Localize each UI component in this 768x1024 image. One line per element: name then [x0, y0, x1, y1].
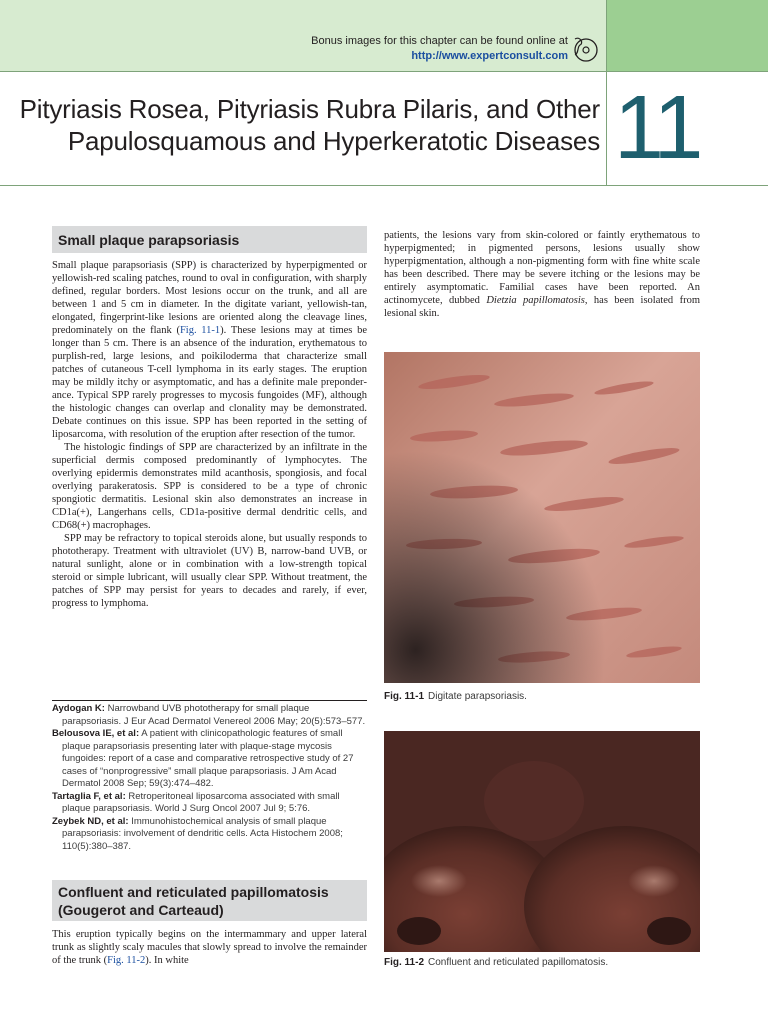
header-band-accent — [607, 0, 768, 72]
figure-label: Fig. 11-2 — [384, 957, 425, 968]
online-disc-icon — [572, 35, 600, 63]
figure-label: Fig. 11-1 — [384, 691, 425, 702]
figure-11-1-image — [384, 352, 700, 683]
heading-line: Confluent and reticulated papillomatosis — [58, 884, 329, 900]
heading-line: (Gougerot and Carteaud) — [58, 902, 224, 918]
paragraph — [52, 928, 367, 967]
references-list — [52, 700, 367, 853]
text-span: This eruption typically begins on the intermammary and upper lateral trunk as slightly scaly macules that slowly spread to involve the remainder of the trunk ( — [52, 929, 367, 966]
reference-author: Tartaglia F, et al: — [52, 790, 126, 802]
paragraph: The histologic findings of SPP are characterized by an infiltrate in the superficial dermis composed predominantly of lymphocytes. The overlying epidermis demonstrates mild acanthosis, spongiosis, and focal overlying parakeratosis. SPP is considered to be a type of chronic spongiotic dermatitis. Lesional skin also demonstrates an increase in CD1a(+), Langerhans cells, CD1a-positive dermal dendritic cells, and CD68(+) macrophages. — [52, 442, 367, 531]
figure-link-11-2[interactable]: Fig. 11-2 — [107, 955, 146, 966]
section-heading-confluent-reticulated-papillomatosis — [52, 880, 367, 921]
skin-photo-chest — [384, 731, 700, 952]
chapter-number: 11 — [614, 78, 700, 178]
text-span: patients, the lesions vary from skin-colored or faintly erythematous to hyperpigmented; in pigmented persons, lesions usually show hyperpigmentation, although a non-pigmenting form with fine white scale has been described. There may be severe itching or the lesions may be entirely asymptomatic. Familial cases have been reported. An actinomycete, dubbed — [384, 230, 700, 306]
text-span: , has been isolated from lesional skin. — [384, 295, 700, 319]
reference-text: Immunohistochemical analysis of small plaque parapsoriasis: involvement of dendritic cells. Acta Histochem 2008; 110(5):380–387. — [62, 815, 343, 852]
chapter-title — [20, 93, 600, 157]
header-divider-vertical — [606, 0, 607, 186]
section2-body — [52, 928, 367, 967]
bonus-note — [311, 34, 568, 64]
reference-text: Retroperitoneal liposarcoma associated with small plaque parapsoriasis. World J Surg Oncol 2007 Jul 9; 5:76. — [62, 790, 340, 814]
figure-11-2-caption — [384, 957, 608, 968]
figure-caption-text: Digitate parapsoriasis. — [428, 691, 527, 702]
bonus-url-link[interactable]: http://www.expertconsult.com — [411, 50, 568, 62]
paragraph — [384, 229, 700, 320]
reference-text: Narrowband UVB phototherapy for small plaque parapsoriasis. J Eur Acad Dermatol Venereol 2006 May; 20(5):573–577. — [62, 703, 366, 727]
reference-author: Belousova IE, et al: — [52, 728, 140, 739]
reference-text: A patient with clinicopathologic features of small plaque parapsoriasis presenting later with plaque-stage mycosis fungoides: report of a case and comparative retrospective study of 27 cases of “nonprogressive” small plaque parapsoriasis. J Am Acad Dermatol 2008 Sep; 59(3):474–482. — [62, 728, 354, 789]
text-span: ). In white — [145, 955, 189, 966]
figure-11-2-image — [384, 731, 700, 952]
right-column-text — [384, 229, 700, 320]
reference-item — [52, 703, 367, 728]
reference-item — [52, 728, 367, 791]
figure-link-11-1[interactable]: Fig. 11-1 — [179, 325, 221, 336]
section-heading-small-plaque-parapsoriasis: Small plaque parapsoriasis — [52, 226, 367, 253]
figure-caption-text: Confluent and reticulated papillomatosis. — [428, 957, 609, 968]
header-divider-horizontal — [0, 185, 768, 186]
paragraph — [52, 259, 367, 441]
text-span: Small plaque parapsoriasis (SPP) is characterized by hyperpigmented or yellowish-red scaling patches, round to oval in configuration, with sharply defined, regular borders. Most lesions occur on the trunk, and all are between 1 and 5 cm in diameter. In the digitate variant, yellowish-tan, elongated, fingerprint-like lesions are oriented along the cleavage lines, predominately on the flank ( — [52, 260, 367, 336]
reference-item — [52, 816, 367, 854]
paragraph: SPP may be refractory to topical steroids alone, but usually responds to phototherapy. Treatment with ultraviolet (UV) B, narrow-band UVB, or natural sunlight, alone or in combination with a low-strength topical steroid or simple lubricant, will usually clear SPP. Without treatment, the patches of SPP may persist for years to decades and rarely, if ever, progress to lymphoma. — [52, 533, 367, 609]
section1-body — [52, 259, 367, 610]
text-span: ). These lesions may at times be longer than 5 cm. There is an absence of the induration, erythematous to purplish-red, large lesions, and poikiloderma that characterize small patches of cutaneous T-cell lymphoma in its early stages. The eruption may be mildly itchy or asymptomatic, and has a definite male preponderance. Typical SPP rarely progresses to mycosis fungoides (MF), although the histologic changes can overlap and clonality may be demonstrated. Debate continues on this issue. SPP has been reported in the setting of liposarcoma, with resolution of the eruption after resection of the tumor. — [52, 325, 368, 440]
chapter-title-line1: Pityriasis Rosea, Pityriasis Rubra Pilaris, and Other — [19, 94, 600, 124]
reference-author: Aydogan K: — [52, 703, 105, 714]
chapter-title-line2: Papulosquamous and Hyperkeratotic Diseases — [67, 126, 600, 156]
reference-item — [52, 791, 367, 816]
figure-11-1-caption — [384, 691, 527, 702]
reference-author: Zeybek ND, et al: — [52, 815, 129, 827]
skin-photo-flank — [384, 352, 700, 683]
organism-name: Dietzia papillomatosis — [486, 295, 585, 306]
bonus-text: Bonus images for this chapter can be found online at — [311, 35, 568, 47]
